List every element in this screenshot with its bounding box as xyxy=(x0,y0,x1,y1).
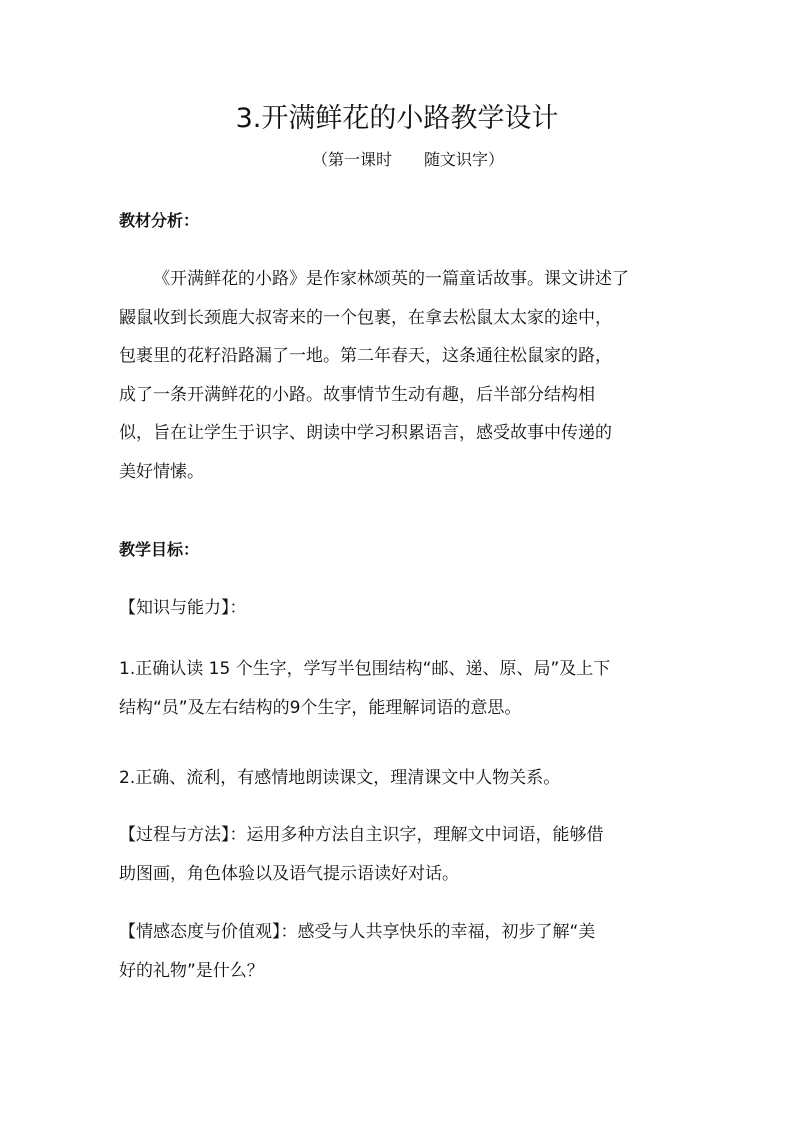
process-method-paragraph xyxy=(119,816,689,893)
goal-item-1 xyxy=(119,650,689,727)
material-analysis-heading: 教材分析： xyxy=(119,211,200,230)
goal-item-2 xyxy=(119,759,689,798)
goal-line: 结构“员”及左右结构的9个生字，能理解词语的意思。 xyxy=(119,697,522,718)
paragraph-line: 鼹鼠收到长颈鹿大叔寄来的一个包裹，在拿去松鼠太太家的途中， xyxy=(119,307,612,328)
knowledge-ability-heading: 【知识与能力】： xyxy=(119,598,247,618)
emotion-value-paragraph xyxy=(119,913,689,990)
paragraph-line: 包裹里的花籽沿路漏了一地。第二年春天，这条通往松鼠家的路， xyxy=(119,346,612,366)
paragraph-line: 《开满鲜花的小路》是作家林颂英的一篇童话故事。课文讲述了 xyxy=(153,269,629,289)
paragraph-line: 成了一条开满鲜花的小路。故事情节生动有趣，后半部分结构相 xyxy=(119,384,595,405)
goal-line: 2.正确、流利，有感情地朗读课文，理清课文中人物关系。 xyxy=(119,768,561,788)
teaching-goals-heading: 教学目标： xyxy=(119,540,200,559)
paragraph-line: 美好情愫。 xyxy=(119,461,204,482)
goal-line: 1.正确认读 15 个生字，学写半包围结构“邮、递、原、局”及上下 xyxy=(119,659,611,679)
lesson-subtitle: （第一课时 随文识字） xyxy=(312,150,505,169)
goal-line: 【情感态度与价值观】：感受与人共享快乐的幸福，初步了解“美 xyxy=(119,922,596,942)
goal-line: 好的礼物”是什么？ xyxy=(119,960,264,981)
goal-line: 【过程与方法】：运用多种方法自主识字，理解文中词语，能够借 xyxy=(119,825,604,845)
document-title: 3.开满鲜花的小路教学设计 xyxy=(235,103,559,134)
material-analysis-paragraph xyxy=(119,260,689,491)
goal-line: 助图画，角色体验以及语气提示语读好对话。 xyxy=(119,863,459,884)
paragraph-line: 似，旨在让学生于识字、朗读中学习积累语言，感受故事中传递的 xyxy=(119,423,612,443)
